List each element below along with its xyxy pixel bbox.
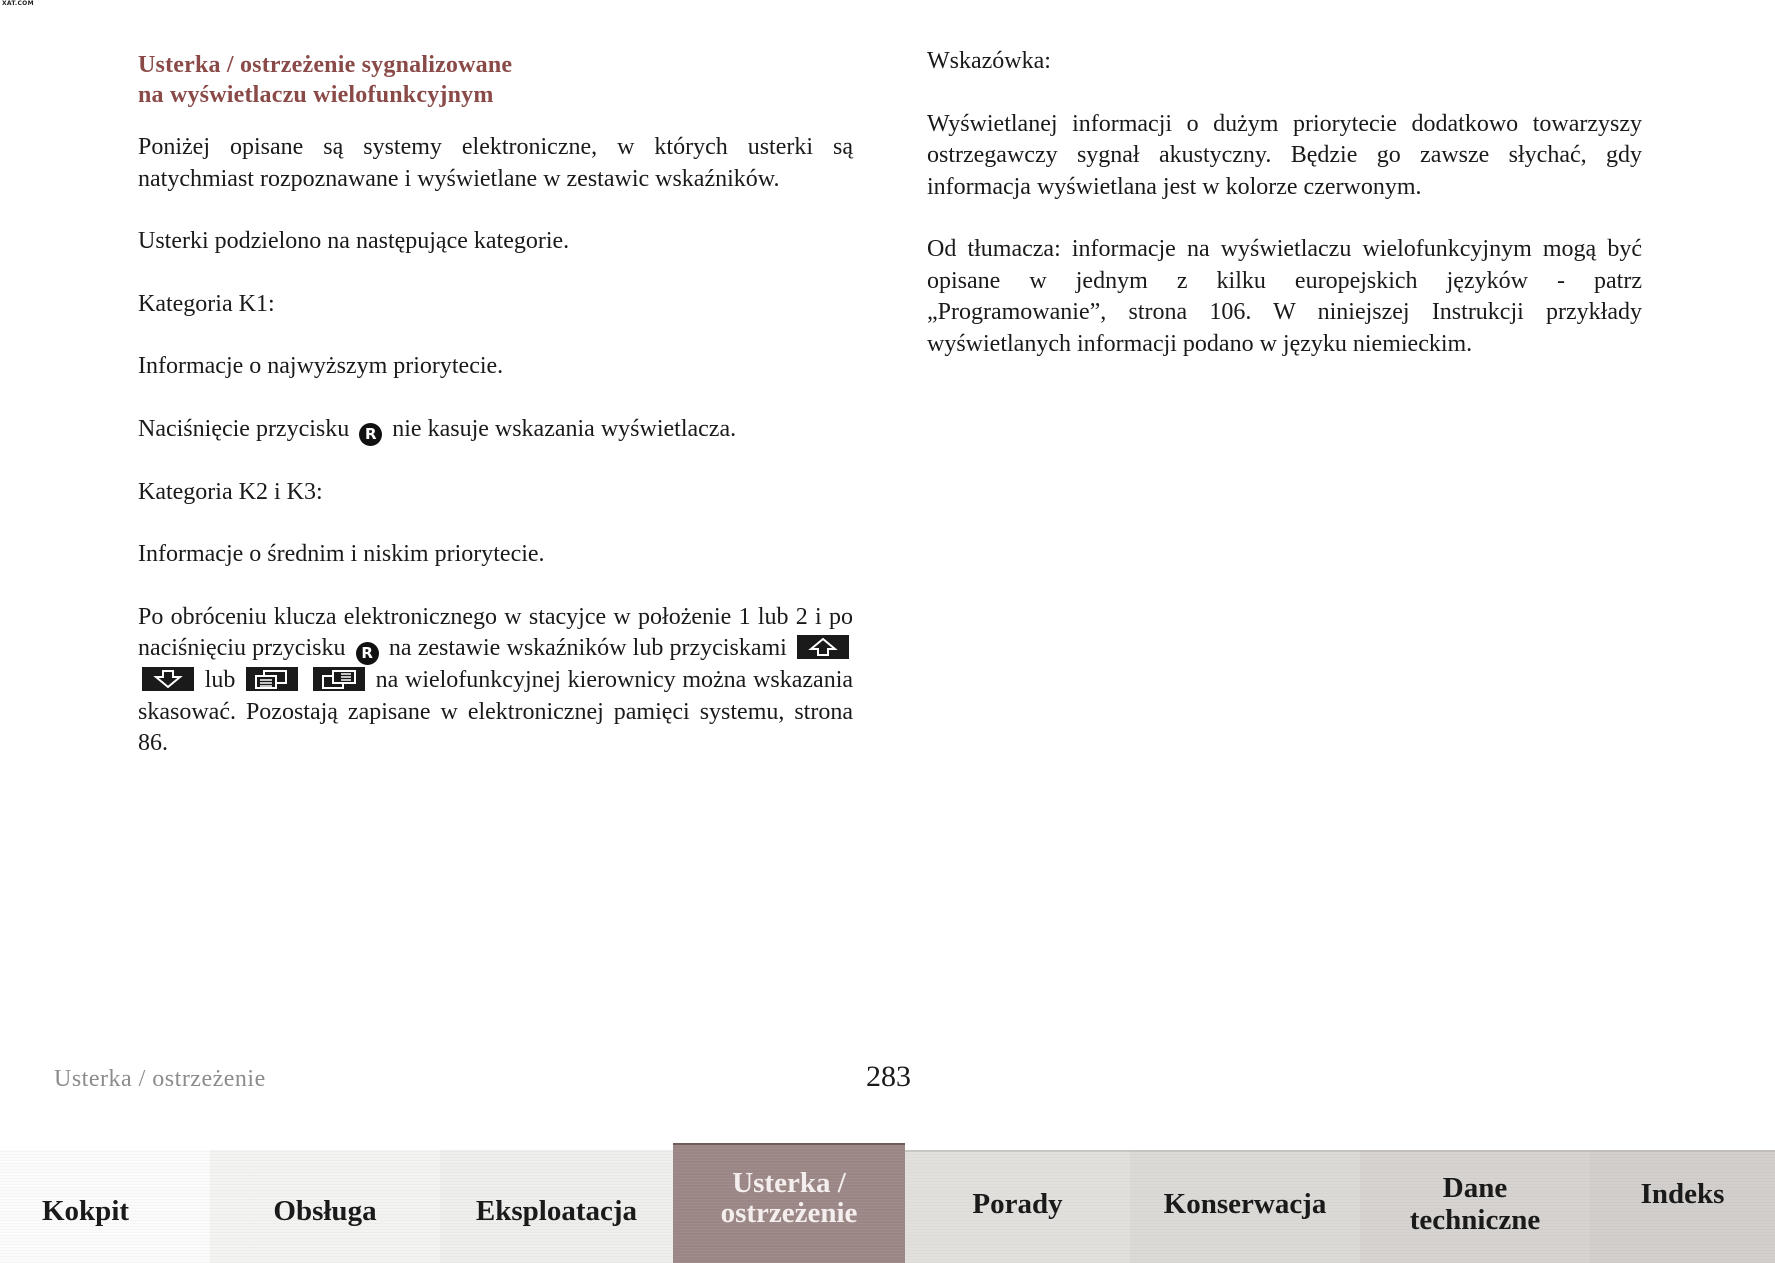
tab-eksploatacja[interactable] <box>440 1150 673 1263</box>
tab-usterka-ostrzezenie-active[interactable] <box>673 1143 905 1263</box>
right-column <box>927 46 1642 391</box>
tab-label: Indeks <box>1640 1177 1725 1210</box>
categories-intro: Usterki podzielono na następujące kategorie. <box>138 228 570 254</box>
k1-label: Kategoria K1: <box>138 290 275 317</box>
tab-dane-techniczne[interactable] <box>1360 1150 1590 1263</box>
k23-description: Informacje o średnim i niskim priorytecie. <box>138 541 545 567</box>
display-page-back-key-icon <box>246 667 298 691</box>
note-label: Wskazówka: <box>927 48 1051 74</box>
k1-note <box>138 414 853 446</box>
tab-kokpit[interactable] <box>0 1150 210 1263</box>
tab-label: Kokpit <box>42 1194 130 1227</box>
page-number: 283 <box>866 1060 911 1093</box>
k1-description: Informacje o najwyższym priorytecie. <box>138 353 504 379</box>
tab-label-line-2: techniczne <box>1409 1203 1541 1236</box>
k1-note-after: nie kasuje wskazania wyświetlacza. <box>392 415 737 442</box>
tab-label: Obsługa <box>273 1194 377 1227</box>
heading-line-1: Usterka / ostrzeżenie sygnalizowane <box>138 52 513 78</box>
r-button-icon: R <box>356 642 379 665</box>
tab-obsluga[interactable] <box>210 1150 440 1263</box>
tab-label-line-2: ostrzeżenie <box>720 1197 858 1229</box>
tab-label-line-1: Usterka / <box>732 1167 846 1199</box>
heading-line-2: na wyświetlaczu wielofunkcyjnym <box>138 82 494 108</box>
k23-label: Kategoria K2 i K3: <box>138 478 323 505</box>
arrow-up-key-icon <box>797 635 849 659</box>
reset-text-3: lub <box>204 667 236 693</box>
reset-text-4: na wielofunkcyjnej kierownicy można wskazania skasować. Pozostają zapisane w elektronicznej pamięci systemu, strona 86. <box>138 667 854 756</box>
reset-text-1: Po obróceniu klucza elektronicznego w stacyjce w położenie 1 lub 2 i po naciśnięciu przycisku <box>138 603 853 661</box>
left-column <box>138 50 853 791</box>
reset-paragraph <box>138 602 853 760</box>
tab-label: Konserwacja <box>1163 1187 1327 1220</box>
footer-section-label: Usterka / ostrzeżenie <box>54 1066 266 1092</box>
intro-paragraph: Poniżej opisane są systemy elektroniczne, w których usterki są natychmiast rozpoznawane i wyświetlane w zestawic wskaźników. <box>138 134 853 192</box>
chapter-tab-bar <box>0 1150 1775 1263</box>
tab-label: Porady <box>972 1187 1063 1220</box>
tab-porady[interactable] <box>905 1150 1130 1263</box>
note-text: Wyświetlanej informacji o dużym priorytecie dodatkowo towarzyszy ostrzegawczy sygnał akustyczny. Będzie go zawsze słychać, gdy informacja wyświetlana jest w kolorze czerwonym. <box>927 110 1642 200</box>
reset-text-2: na zestawie wskaźników lub przyciskami <box>388 635 787 661</box>
watermark: XAT.COM <box>2 0 34 7</box>
r-button-icon: R <box>359 423 382 446</box>
tab-konserwacja[interactable] <box>1130 1150 1360 1263</box>
tab-label: Eksploatacja <box>475 1194 638 1227</box>
arrow-down-key-icon <box>142 667 194 691</box>
k1-note-before: Naciśnięcie przycisku <box>138 415 350 442</box>
tab-label-line-1: Dane <box>1442 1171 1508 1204</box>
translator-note: Od tłumacza: informacje na wyświetlaczu wielofunkcyjnym mogą być opisane w jednym z kilku europejskich języków - patrz „Programowanie”, strona 106. W niniejszej Instrukcji przykłady wyświetlanych informacji podano w języku niemieckim. <box>927 236 1642 357</box>
tab-indeks[interactable] <box>1590 1150 1775 1263</box>
display-page-forward-key-icon <box>313 667 365 691</box>
section-heading <box>138 50 853 110</box>
